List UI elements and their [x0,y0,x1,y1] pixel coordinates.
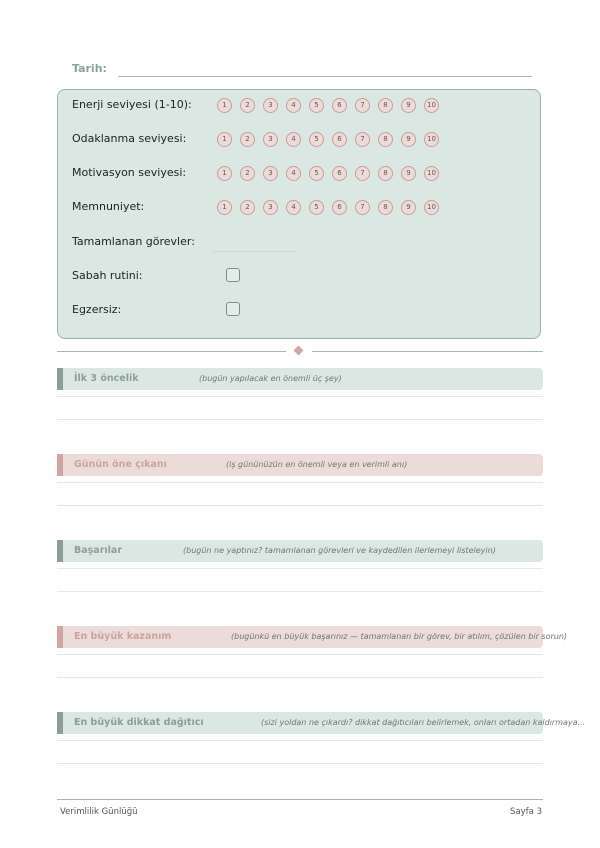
diamond-ornament-icon [294,346,304,356]
rating-scale [217,198,447,218]
journal-section [57,454,543,524]
rating-option-10[interactable]: 10 [424,200,439,215]
rating-option-2[interactable]: 2 [240,98,255,113]
rating-option-6[interactable]: 6 [332,98,347,113]
date-input-line[interactable] [118,76,532,77]
section-accent [57,368,63,390]
page-number: Sayfa 3 [510,807,542,817]
footer-title: Verimlilik Günlüğü [60,807,138,817]
writing-line[interactable] [57,419,543,420]
section-header-bar [57,454,543,476]
check-label: Egzersiz: [72,303,122,316]
rating-option-7[interactable]: 7 [355,166,370,181]
section-header-bar [57,712,586,734]
section-title: Başarılar [74,545,123,556]
journal-section [57,626,568,696]
section-title: En büyük kazanım [74,631,172,642]
rating-option-9[interactable]: 9 [401,98,416,113]
divider-line-right [312,351,543,352]
section-header-bar [57,540,543,562]
section-hint: (bugünkü en büyük başarınız — tamamlanan bir görev, bir atılım, çözülen bir sorun) [231,632,568,641]
rating-option-9[interactable]: 9 [401,166,416,181]
writing-line[interactable] [57,591,543,592]
writing-line[interactable] [57,482,543,483]
rating-label: Enerji seviyesi (1-10): [72,98,192,111]
section-accent [57,626,63,648]
rating-option-10[interactable]: 10 [424,166,439,181]
rating-option-2[interactable]: 2 [240,132,255,147]
rating-option-3[interactable]: 3 [263,98,278,113]
writing-line[interactable] [57,654,543,655]
footer-line [57,799,543,800]
journal-section [57,368,543,438]
rating-option-1[interactable]: 1 [217,166,232,181]
divider-line-left [57,351,286,352]
rating-option-3[interactable]: 3 [263,132,278,147]
section-header-bar [57,368,543,390]
rating-option-9[interactable]: 9 [401,200,416,215]
writing-line[interactable] [57,740,543,741]
rating-option-7[interactable]: 7 [355,132,370,147]
section-accent [57,454,63,476]
rating-option-7[interactable]: 7 [355,200,370,215]
rating-option-5[interactable]: 5 [309,98,324,113]
rating-option-4[interactable]: 4 [286,166,301,181]
section-title: İlk 3 öncelik [74,373,139,384]
rating-option-1[interactable]: 1 [217,132,232,147]
rating-option-5[interactable]: 5 [309,200,324,215]
journal-section [57,712,586,782]
journal-section [57,540,543,610]
writing-line[interactable] [57,568,543,569]
rating-option-5[interactable]: 5 [309,166,324,181]
writing-line[interactable] [57,763,543,764]
rating-option-4[interactable]: 4 [286,132,301,147]
section-title: Günün öne çıkanı [74,459,167,470]
date-label: Tarih: [72,62,107,75]
rating-option-6[interactable]: 6 [332,166,347,181]
rating-label: Odaklanma seviyesi: [72,132,187,145]
rating-option-6[interactable]: 6 [332,200,347,215]
rating-option-4[interactable]: 4 [286,98,301,113]
rating-option-3[interactable]: 3 [263,200,278,215]
tasks-label: Tamamlanan görevler: [72,235,195,248]
writing-line[interactable] [57,505,543,506]
section-header-bar [57,626,568,648]
rating-option-8[interactable]: 8 [378,132,393,147]
rating-option-3[interactable]: 3 [263,166,278,181]
daily-tracker-panel [57,89,541,339]
rating-label: Motivasyon seviyesi: [72,166,187,179]
rating-option-4[interactable]: 4 [286,200,301,215]
section-divider [57,346,543,356]
rating-option-8[interactable]: 8 [378,200,393,215]
morning-routine-checkbox[interactable] [226,268,240,282]
rating-option-10[interactable]: 10 [424,132,439,147]
rating-scale [217,164,447,184]
rating-option-9[interactable]: 9 [401,132,416,147]
tasks-input-line[interactable] [213,251,297,252]
section-hint: (sizi yoldan ne çıkardı? dikkat dağıtıcıları belirlemek, onları ortadan kaldırmaya... [261,718,586,727]
section-title: En büyük dikkat dağıtıcı [74,717,204,728]
exercise-checkbox[interactable] [226,302,240,316]
rating-option-6[interactable]: 6 [332,132,347,147]
section-accent [57,712,63,734]
rating-option-10[interactable]: 10 [424,98,439,113]
rating-scale [217,130,447,150]
rating-option-1[interactable]: 1 [217,200,232,215]
writing-line[interactable] [57,677,543,678]
date-row [72,62,532,80]
rating-option-7[interactable]: 7 [355,98,370,113]
rating-option-2[interactable]: 2 [240,200,255,215]
rating-scale [217,96,447,116]
rating-option-2[interactable]: 2 [240,166,255,181]
section-hint: (iş gününüzün en önemli veya en verimli anı) [226,460,408,469]
rating-option-8[interactable]: 8 [378,166,393,181]
rating-option-1[interactable]: 1 [217,98,232,113]
section-hint: (bugün yapılacak en önemli üç şey) [199,374,342,383]
writing-line[interactable] [57,396,543,397]
rating-option-5[interactable]: 5 [309,132,324,147]
section-accent [57,540,63,562]
rating-label: Memnuniyet: [72,200,145,213]
rating-option-8[interactable]: 8 [378,98,393,113]
check-label: Sabah rutini: [72,269,143,282]
section-hint: (bugün ne yaptınız? tamamlanan görevleri ve kaydedilen ilerlemeyi listeleyin) [183,546,496,555]
